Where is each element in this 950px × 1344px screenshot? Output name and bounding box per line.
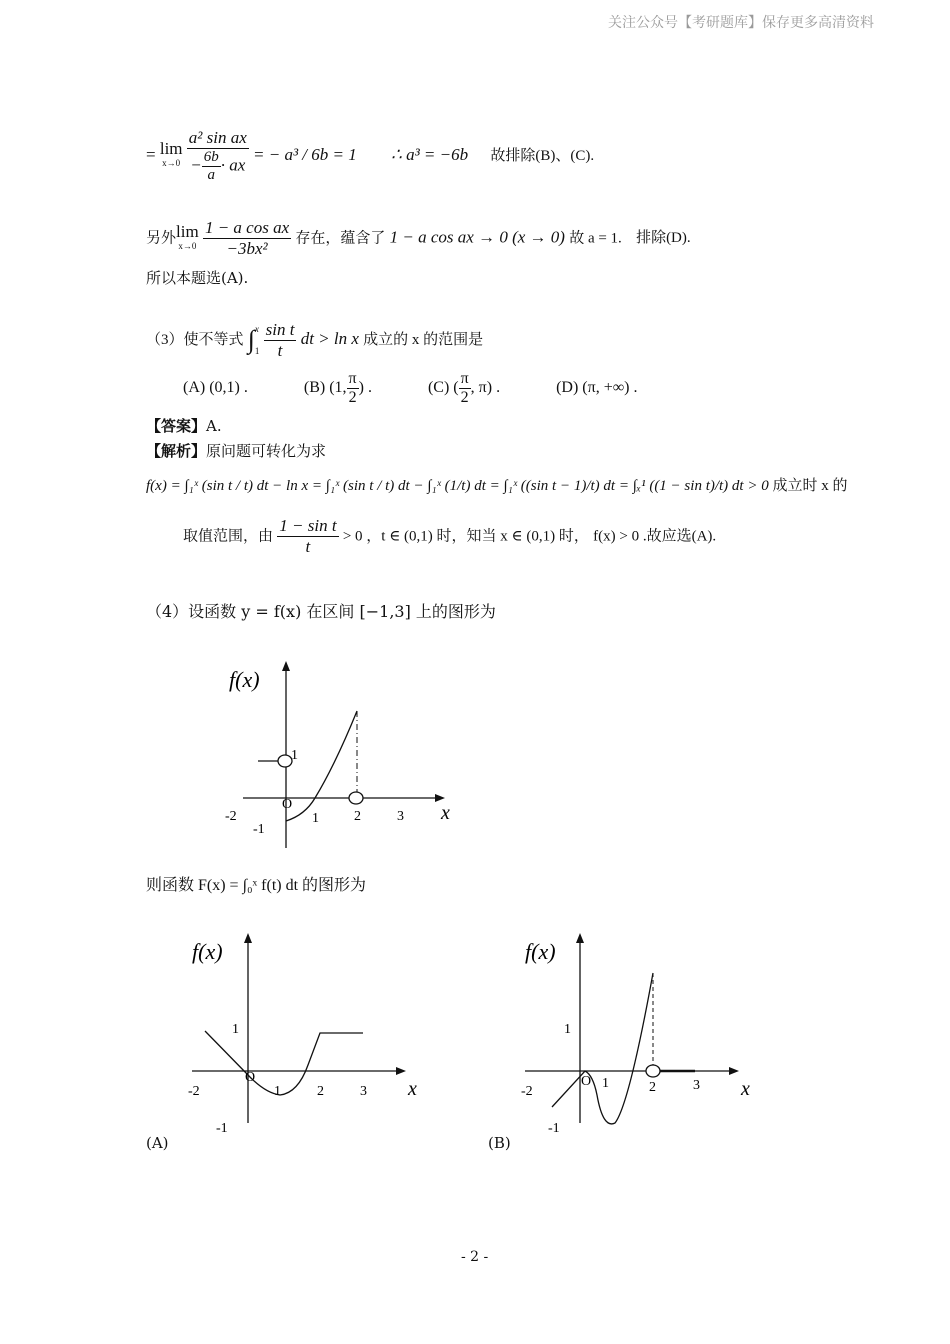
question-3 xyxy=(146,318,483,362)
graph-b-curve xyxy=(552,973,653,1124)
tail-text: 故 a = 1. xyxy=(569,230,622,247)
fraction-2 xyxy=(203,218,291,259)
q3-integrand-den: t xyxy=(277,340,283,360)
graph-a-tick-1: 1 xyxy=(274,1084,281,1099)
graph-f-open-point-2 xyxy=(349,792,363,804)
q4-prompt: （4）设函数 y = f(x) 在区间 [−1,3] 上的图形为 xyxy=(146,602,496,621)
tick-3: 3 xyxy=(397,809,404,824)
graph-b-y-arrow xyxy=(576,933,584,943)
fraction-denominator: − $\frac{6b}{a}$ · ax xyxy=(190,149,246,183)
q3-integrand-num: sin t xyxy=(265,319,295,339)
analysis-text-3c: f(x) > 0 .故应选(A). xyxy=(593,528,717,545)
graph-b-tick-3: 3 xyxy=(693,1078,700,1093)
analysis-line-2 xyxy=(146,476,848,496)
graph-f-xlabel: x xyxy=(441,802,450,824)
conclusion-text: 故排除(B)、(C). xyxy=(490,147,595,164)
graph-b-ylabel: f(x) xyxy=(525,939,556,964)
main-fraction xyxy=(187,128,249,184)
graph-f xyxy=(215,655,475,855)
q3-prompt-a: （3）使不等式 xyxy=(146,331,244,348)
den-tail: · ax xyxy=(220,155,246,175)
answer-line xyxy=(146,416,222,436)
option-d: (D) (π, +∞) . xyxy=(556,379,638,397)
therefore-expr: ∴ a³ = −6b xyxy=(391,144,469,164)
choose-a-text: 所以本题选(A). xyxy=(146,269,249,287)
graph-b-tick-1: 1 xyxy=(602,1076,609,1091)
integral-sign: ∫ xyxy=(247,325,255,354)
analysis-fraction xyxy=(277,516,338,557)
graph-b-tick-2: 2 xyxy=(649,1080,656,1095)
graph-a-tick-origin: O xyxy=(245,1070,256,1085)
option-b: (B) (1, $\frac{\pi}{2}$ ) . xyxy=(303,370,372,406)
graph-a-tick-neg2: -2 xyxy=(188,1084,200,1099)
q3-prompt-b: 成立的 x 的范围是 xyxy=(363,331,484,348)
graph-f-y-arrow xyxy=(282,661,290,671)
q3-integrand xyxy=(264,320,297,361)
graph-f-ylabel: f(x) xyxy=(229,667,260,692)
analysis-frac-den: t xyxy=(305,537,311,556)
mid-text: 存在，蕴含了 xyxy=(295,230,386,247)
q3-rest: dt > ln x xyxy=(300,328,359,348)
tick-2: 2 xyxy=(354,809,361,824)
analysis-label: 【解析】 xyxy=(146,442,207,460)
graph-a-curve xyxy=(205,1031,363,1095)
graph-a-y-arrow xyxy=(244,933,252,943)
analysis-text-3b: > 0 ，t ∈ (0,1) 时，知当 x ∈ (0,1) 时， xyxy=(342,528,589,545)
fraction-2-num: 1 − a cos ax xyxy=(204,218,290,237)
graph-option-b xyxy=(515,925,765,1135)
graph-a-tick-2: 2 xyxy=(317,1084,324,1099)
tick-y1: 1 xyxy=(291,748,298,763)
option-b-label: (B) xyxy=(488,1134,511,1152)
lim-subscript-2: x→0 xyxy=(178,240,197,251)
den-bottom: a xyxy=(207,167,215,183)
header-watermark: 关注公众号【考研题库】保存更多高清资料 xyxy=(608,15,874,31)
graph-b-xlabel: x xyxy=(741,1078,750,1100)
limit-equation-2 xyxy=(146,218,691,259)
q4-prompt-2: 则函数 F(x) = ∫₀ˣ f(t) dt 的图形为 xyxy=(146,877,367,894)
graph-b-tick-yneg1: -1 xyxy=(548,1121,560,1135)
den-top: 6b xyxy=(203,149,219,165)
int-upper: x xyxy=(254,324,259,334)
graph-b-tick-neg2: -2 xyxy=(521,1084,533,1099)
eq-prefix: = xyxy=(146,144,160,164)
fraction-numerator: a² sin ax xyxy=(188,128,247,147)
answer-value: A. xyxy=(206,417,222,435)
graph-f-open-point-1 xyxy=(278,755,292,767)
analysis-tail: 成立时 x 的 xyxy=(772,478,848,494)
graph-b-tick-y1: 1 xyxy=(564,1022,571,1037)
prefix-text: 另外 xyxy=(146,230,177,247)
int-lower: 1 xyxy=(254,346,260,356)
graph-a-tick-yneg1: -1 xyxy=(216,1121,228,1135)
option-a-label: (A) xyxy=(146,1134,169,1152)
graph-f-x-arrow xyxy=(435,794,445,802)
analysis-formula: f(x) = ∫₁ˣ (sin t / t) dt − ln x = ∫₁ˣ (sin t / t) dt − ∫₁ˣ (1/t) dt = ∫₁ˣ ((sin t − 1)/t) dt = ∫ₓ¹ ((1 − sin t)/t) dt > 0 xyxy=(146,478,769,494)
tick-neg2: -2 xyxy=(225,809,237,824)
graph-a-ylabel: f(x) xyxy=(192,939,223,964)
graph-a-x-arrow xyxy=(396,1067,406,1075)
analysis-frac-num: 1 − sin t xyxy=(279,516,337,535)
fraction-2-den: −3bx² xyxy=(226,239,268,258)
analysis-line-1 xyxy=(146,441,326,461)
lim-operator: lim x→0 xyxy=(159,139,183,168)
analysis-text-1: 原问题可转化为求 xyxy=(206,442,327,460)
q3-options xyxy=(183,370,637,407)
graph-a-tick-y1: 1 xyxy=(232,1022,239,1037)
lim-subscript: x→0 xyxy=(162,158,181,168)
graph-b-x-arrow xyxy=(729,1067,739,1075)
tick-yneg1: -1 xyxy=(253,822,265,837)
limit-expr: 1 − a cos ax → 0 (x → 0) xyxy=(389,227,565,247)
graph-a-tick-3: 3 xyxy=(360,1084,367,1099)
rhs-value: = − a³ / 6b = 1 xyxy=(253,144,357,164)
analysis-line-3 xyxy=(183,516,716,557)
tick-origin: O xyxy=(282,797,293,812)
exclude-text: 排除(D). xyxy=(636,230,691,247)
limit-equation-1 xyxy=(146,128,594,184)
graph-f-curve xyxy=(286,711,357,821)
analysis-text-3a: 取值范围，由 xyxy=(183,528,274,545)
graph-b-open-point xyxy=(646,1065,660,1077)
option-c: (C) ( $\frac{\pi}{2}$ , π) . xyxy=(427,370,501,406)
graph-a-xlabel: x xyxy=(408,1078,417,1100)
lim-operator-2: lim x→0 xyxy=(176,221,199,251)
graph-b-tick-origin: O xyxy=(581,1074,592,1089)
graph-option-a xyxy=(180,925,430,1135)
answer-label: 【答案】 xyxy=(146,417,207,435)
option-a: (A) (0,1) . xyxy=(183,379,248,397)
page-number: - 2 - xyxy=(461,1249,489,1265)
tick-1: 1 xyxy=(312,811,319,826)
